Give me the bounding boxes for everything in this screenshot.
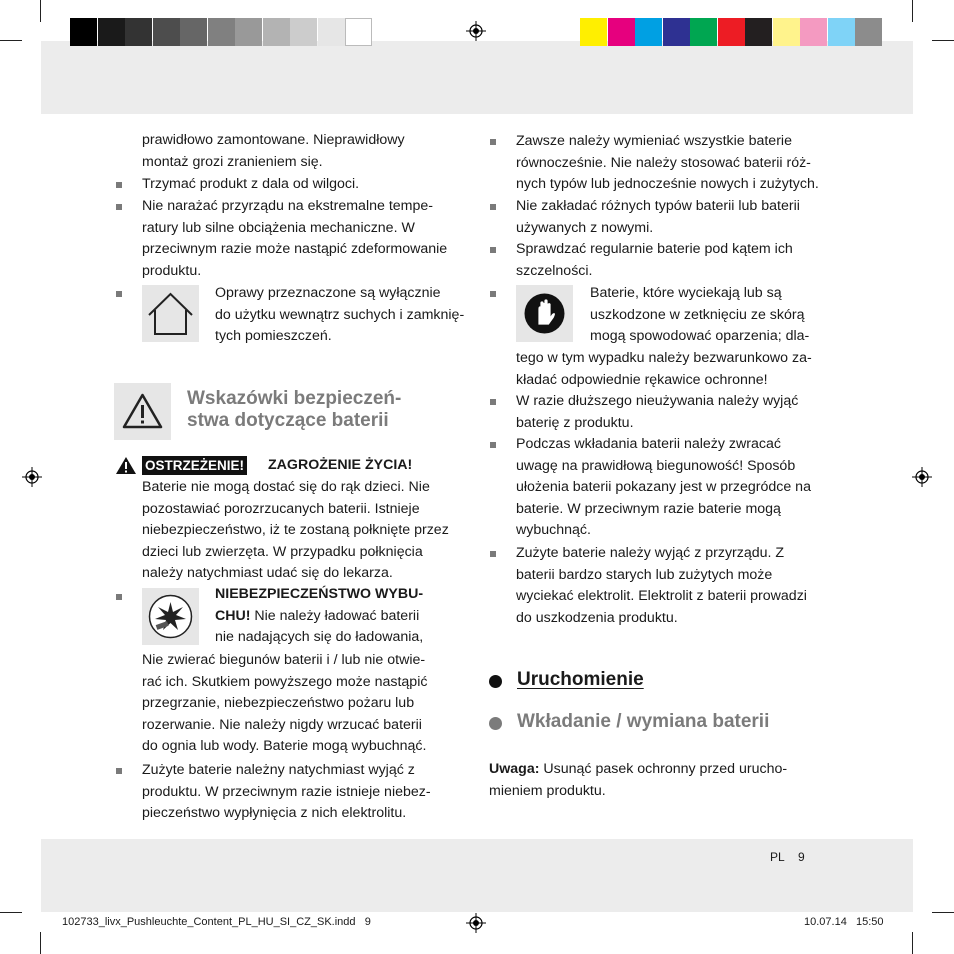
explosion-text: Nie należy ładować baterii [250, 607, 420, 624]
color-swatch [235, 18, 262, 46]
explosion-warning: NIEBEZPIECZEŃSTWO WYBU- CHU! Nie należy ładować baterii nie nadających się do ładowania, [215, 586, 424, 646]
bullet-temperature: Nie narażać przyrządu na ekstremalne tempe- ratury lub silne obciążenia mechaniczne. W przeciwnym razie może nastąpić zdeformowanie produktu. [142, 198, 448, 279]
color-swatch [635, 18, 662, 46]
registration-mark-icon [912, 467, 932, 487]
bullet-icon [116, 182, 122, 188]
color-swatch [318, 18, 345, 46]
note-label: Uwaga: [489, 761, 540, 777]
note-paragraph: Uwaga: Usunąć pasek ochronny przed urucho- mieniem produktu. [489, 761, 788, 799]
color-swatch [98, 18, 125, 46]
print-date: 10.07.14 15:50 [804, 916, 884, 928]
color-swatch [663, 18, 690, 46]
bullet-icon [490, 551, 496, 557]
bullet-icon [490, 442, 496, 448]
section-heading-battery-safety: Wskazówki bezpieczeń- stwa dotyczące baterii [187, 388, 402, 431]
bullet-icon [490, 139, 496, 145]
color-swatch [690, 18, 717, 46]
warning-small-icon [115, 456, 137, 475]
bullet-electrolyte: Zużyte baterie należy wyjąć z przyrządu. Z baterii bardzo starych lub zużytych może wyciekać elektrolit. Elektrolit z baterii prowadzi do uszkodzenia produktu. [516, 545, 807, 626]
heading-uruchomienie: Uruchomienie [517, 669, 644, 690]
crop-mark [0, 912, 22, 913]
color-swatch [153, 18, 180, 46]
crop-mark [0, 40, 22, 41]
explosion-label: CHU! [215, 607, 251, 624]
color-swatch [290, 18, 317, 46]
file-slug: 102733_livx_Pushleuchte_Content_PL_HU_SI_CZ_SK.indd 9 [62, 916, 371, 928]
bullet-icon [116, 204, 122, 210]
color-swatch [125, 18, 152, 46]
color-swatch [745, 18, 772, 46]
bullet-long-nonuse: W razie dłuższego nieużywania należy wyjąć baterię z produktu. [516, 393, 799, 431]
bullet-icon [490, 399, 496, 405]
warning-triangle-icon [114, 383, 171, 440]
page-number: 9 [798, 850, 805, 864]
page-language: PL [770, 850, 785, 864]
note-text: Usunąć pasek ochronny przed urucho- [539, 761, 788, 777]
bullet-moisture: Trzymać produkt z dala od wilgoci. [142, 176, 360, 192]
crop-mark [932, 40, 954, 41]
color-swatch [855, 18, 882, 46]
bullet-icon [490, 204, 496, 210]
heading-bullet-icon [489, 675, 502, 688]
heading-wkladanie: Wkładanie / wymiana baterii [517, 711, 770, 732]
bullet-check-leaks: Sprawdzać regularnie baterie pod kątem ich szczelności. [516, 241, 793, 279]
bullet-icon [116, 291, 122, 297]
heading-bullet-icon [489, 717, 502, 730]
bullet-icon [490, 291, 496, 297]
registration-mark-icon [466, 21, 486, 41]
color-swatch [580, 18, 607, 46]
crop-mark [912, 0, 913, 22]
warning-title: ZAGROŻENIE ŻYCIA! [268, 457, 413, 473]
explosion-hazard-icon [142, 588, 199, 645]
bullet-indoor: Oprawy przeznaczone są wyłącznie do użytku wewnątrz suchych i zamknię- tych pomieszczeń. [215, 285, 465, 345]
crop-mark [912, 932, 913, 954]
color-swatch [773, 18, 800, 46]
bullet-no-mix: Nie zakładać różnych typów baterii lub baterii używanych z nowymi. [516, 198, 800, 236]
intro-paragraph: prawidłowo zamontowane. Nieprawidłowy montaż grozi zranieniem się. [142, 132, 405, 170]
bullet-icon [490, 247, 496, 253]
color-swatch [208, 18, 235, 46]
color-swatch [180, 18, 207, 46]
indoor-use-icon [142, 285, 199, 342]
color-swatch [828, 18, 855, 46]
color-swatch [263, 18, 290, 46]
bullet-polarity: Podczas wkładania baterii należy zwracać uwagę na prawidłową biegunowość! Sposób ułożenia baterii pokazany jest w przegródce na baterie. W przeciwnym razie baterie mogą wybuchnąć. [516, 436, 811, 539]
explosion-body: Nie zwierać biegunów baterii i / lub nie otwie- rać ich. Skutkiem powyższego może nastąpić przegrzanie, niebezpieczeństwo pożaru lub rozerwanie. Nie należy nigdy wrzucać baterii do ognia lub wody. Baterie mogą wybuchnąć. [142, 652, 428, 755]
crop-mark [40, 932, 41, 954]
bullet-gloves: Baterie, które wyciekają lub są uszkodzone w zetknięciu ze skórą mogą spowodować oparzenia; dla- [590, 285, 810, 345]
top-band [41, 41, 913, 114]
bullet-used-batteries: Zużyte baterie należny natychmiast wyjąć z produktu. W przeciwnym razie istnieje niebez- pieczeństwo wypłynięcia z nich elektrolitu. [142, 762, 431, 822]
protective-gloves-icon [516, 285, 573, 342]
bullet-icon [116, 768, 122, 774]
color-swatch [70, 18, 97, 46]
registration-mark-icon [22, 467, 42, 487]
registration-mark-icon [466, 913, 486, 933]
color-swatch [608, 18, 635, 46]
bullet-gloves-continued: tego w tym wypadku należy bezwarunkowo za- kładać odpowiednie rękawice ochronne! [516, 350, 812, 388]
warning-label: OSTRZEŻENIE! [142, 456, 247, 475]
crop-mark [932, 912, 954, 913]
color-swatch [718, 18, 745, 46]
color-swatch [800, 18, 827, 46]
bullet-icon [116, 594, 122, 600]
crop-mark [40, 0, 41, 22]
warning-body: Baterie nie mogą dostać się do rąk dzieci. Nie pozostawiać porozrzucanych baterii. Istnieje niebezpieczeństwo, iż te zostaną połknięte przez dzieci lub zwierzęta. W przypadku połknięcia należy natychmiast udać się do lekarza. [142, 479, 449, 582]
bullet-replace-all: Zawsze należy wymieniać wszystkie baterie równocześnie. Nie należy stosować baterii róż- nych typów lub jednocześnie nowych i zużytych. [516, 133, 819, 193]
color-swatch [345, 18, 372, 46]
